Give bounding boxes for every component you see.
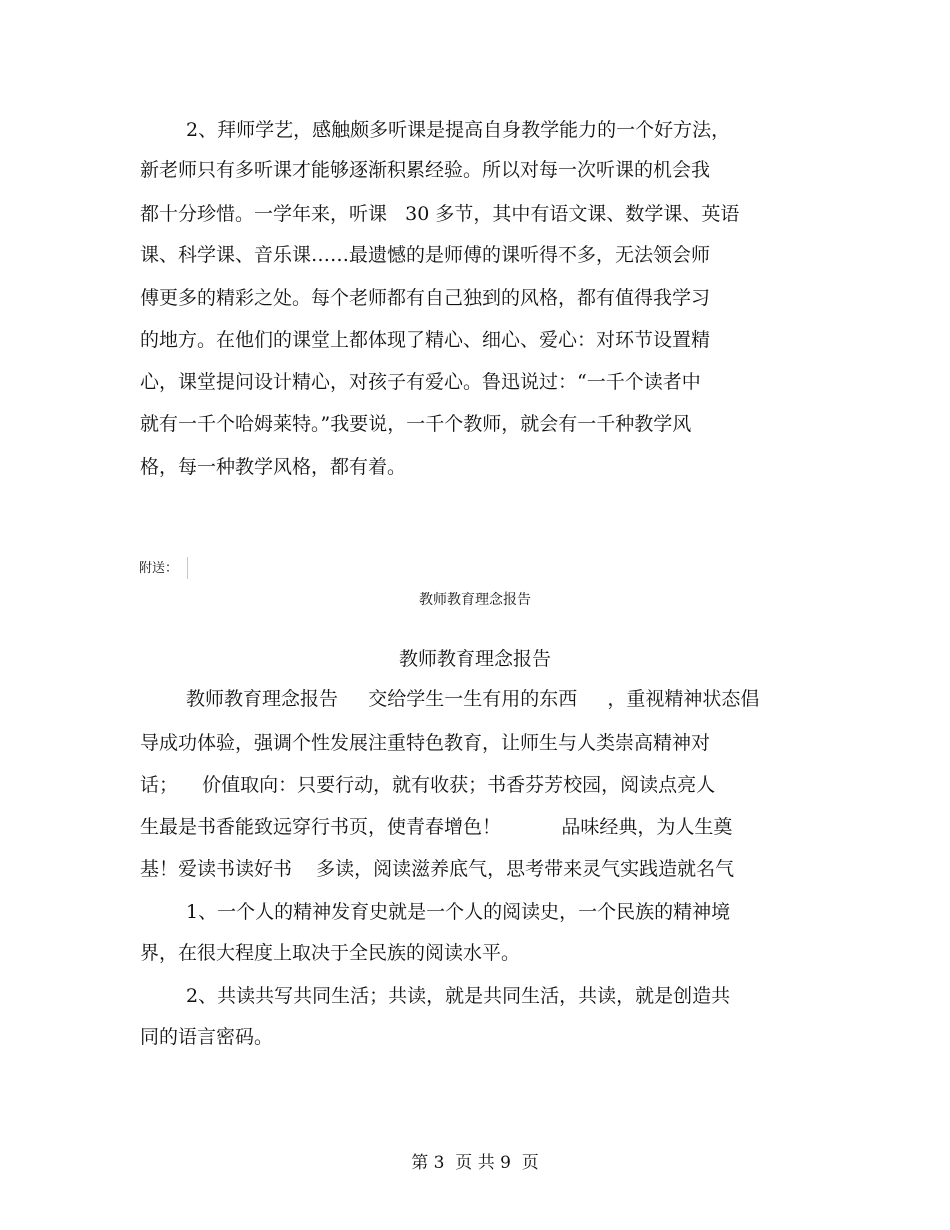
small-title: 教师教育理念报告 xyxy=(419,592,531,608)
paragraph-line: 傅更多的精彩之处。每个老师都有自己独到的风格，都有值得我学习 xyxy=(140,287,711,309)
paragraph-line: 话； 价值取向：只要行动，就有收获；书香芬芳校园，阅读点亮人 xyxy=(140,774,716,796)
page-title: 教师教育理念报告 xyxy=(398,648,551,670)
page-number: 第 3 页 共 9 页 xyxy=(411,1153,539,1173)
paragraph-line: 格，每一种教学风格，都有着。 xyxy=(140,456,407,478)
paragraph-line: 1、一个人的精神发育史就是一个人的阅读史，一个民族的精神境 xyxy=(186,901,731,923)
paragraph-line: 课、科学课、音乐课……最遗憾的是师傅的课听得不多，无法领会师 xyxy=(140,244,711,266)
paragraph-line: 生最是书香能致远穿行书页，使青春增色！ 品味经典，为人生奠 xyxy=(140,816,733,838)
paragraph-line: 基！爱读书读好书 多读，阅读滋养底气，思考带来灵气实践造就名气 xyxy=(140,858,735,880)
paragraph-line: 界，在很大程度上取决于全民族的阅读水平。 xyxy=(140,942,521,964)
divider xyxy=(187,557,188,579)
paragraph-line: 就有一千个哈姆莱特。”我要说，一千个教师，就会有一千种教学风 xyxy=(140,413,692,435)
paragraph-line: 都十分珍惜。一学年来，听课 30 多节，其中有语文课、数学课、英语 xyxy=(140,203,740,225)
paragraph-line: 的地方。在他们的课堂上都体现了精心、细心、爱心：对环节设置精 xyxy=(140,329,711,351)
appendix-label: 附送： xyxy=(139,561,179,576)
paragraph-line: 心，课堂提问设计精心，对孩子有爱心。鲁迅说过：“一千个读者中 xyxy=(140,371,701,393)
paragraph-line: 2、拜师学艺，感触颇多听课是提高自身教学能力的一个好方法， xyxy=(186,119,731,141)
paragraph-line: 教师教育理念报告 交给学生一生有用的东西 ，重视精神状态倡 xyxy=(186,688,760,710)
paragraph-line: 同的语言密码。 xyxy=(140,1026,274,1048)
paragraph-line: 导成功体验，强调个性发展注重特色教育，让师生与人类崇高精神对 xyxy=(140,732,711,754)
paragraph-line: 2、共读共写共同生活；共读，就是共同生活，共读，就是创造共 xyxy=(186,985,731,1007)
paragraph-line: 新老师只有多听课才能够逐渐积累经验。所以对每一次听课的机会我 xyxy=(140,159,711,181)
